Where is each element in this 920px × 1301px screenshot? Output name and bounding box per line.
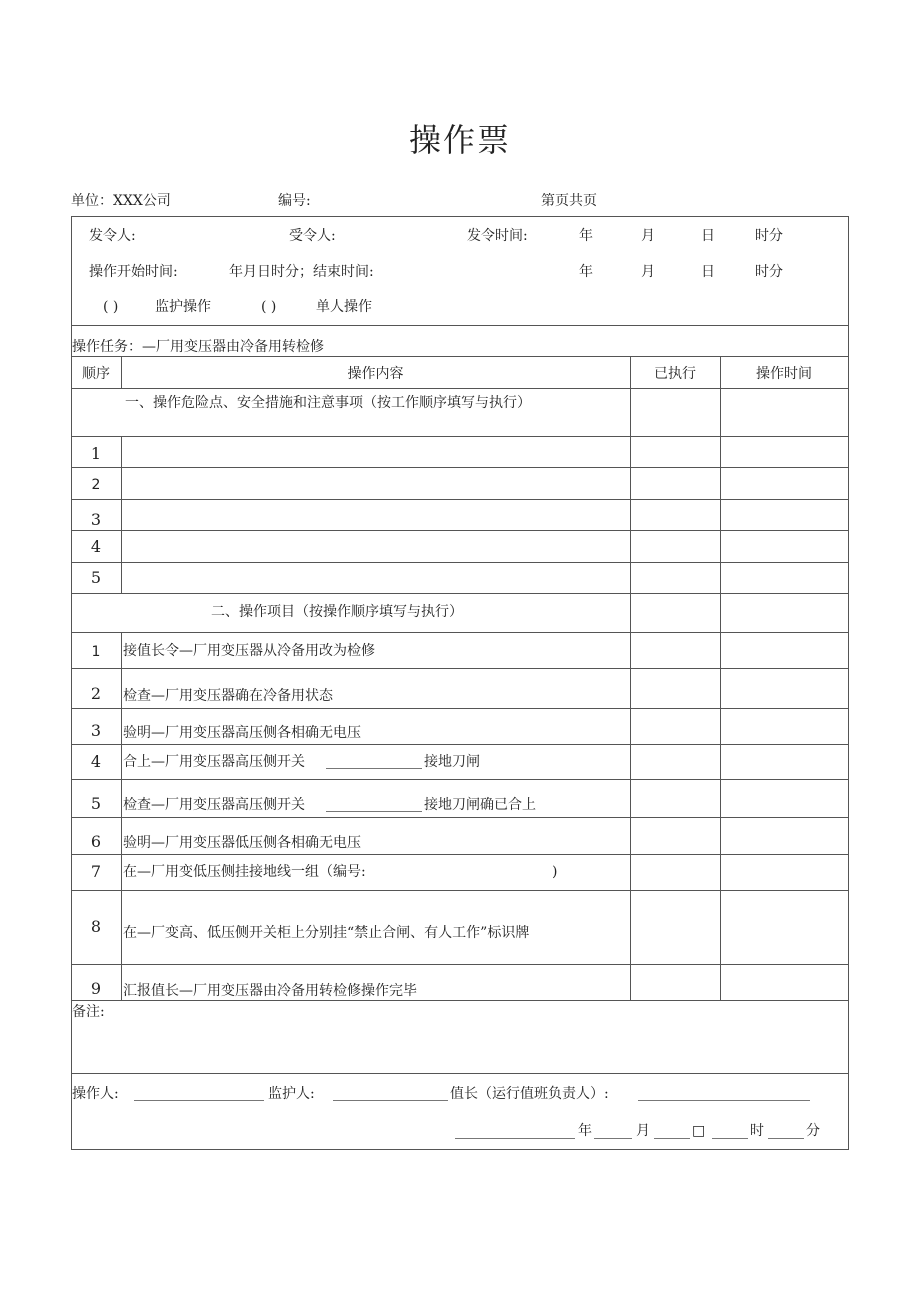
issue-time-label: 发令时间: bbox=[467, 228, 528, 244]
date-year-label: 年 bbox=[578, 1123, 592, 1139]
col-exec-divider bbox=[630, 356, 631, 1000]
rule bbox=[71, 499, 849, 500]
date-minute-label: 分 bbox=[806, 1123, 820, 1139]
issuer-label: 发令人: bbox=[89, 228, 136, 244]
switch-blank-line[interactable] bbox=[326, 811, 422, 812]
column-header-content: 操作内容 bbox=[347, 366, 404, 382]
rule bbox=[71, 325, 849, 326]
day-label: 日 bbox=[701, 228, 715, 244]
switch-blank-line[interactable] bbox=[326, 768, 422, 769]
date-hour-label: 时 bbox=[750, 1123, 764, 1139]
year-label: 年 bbox=[579, 264, 593, 280]
date-blank-line[interactable] bbox=[654, 1138, 690, 1139]
item-text: 验明—厂用变压器高压侧各相确无电压 bbox=[123, 725, 361, 741]
item-suffix: 接地刀闸确已合上 bbox=[424, 797, 536, 813]
column-header-time: 操作时间 bbox=[756, 366, 812, 382]
item-number: 9 bbox=[90, 979, 102, 998]
section1-row-number: 5 bbox=[90, 568, 102, 587]
item-text: 在—厂用变低压侧挂接地线一组（编号: bbox=[123, 864, 366, 880]
rule bbox=[71, 467, 849, 468]
rule bbox=[71, 890, 849, 891]
item-text: 检查—厂用变压器确在冷备用状态 bbox=[123, 688, 333, 704]
date-day-label: □ bbox=[692, 1123, 706, 1139]
rule bbox=[71, 436, 849, 437]
month-label: 月 bbox=[641, 228, 655, 244]
chief-signature-line[interactable] bbox=[638, 1100, 810, 1101]
supervised-checkbox[interactable]: ( ) bbox=[103, 299, 119, 315]
item-number: 2 bbox=[90, 684, 102, 703]
section1-row-number: 4 bbox=[90, 537, 102, 556]
chief-label: 值长（运行值班负责人）: bbox=[450, 1086, 609, 1102]
rule bbox=[71, 530, 849, 531]
rule bbox=[71, 632, 849, 633]
item-text: 合上—厂用变压器高压侧开关 bbox=[123, 754, 305, 770]
single-label: 单人操作 bbox=[316, 299, 372, 315]
rule bbox=[71, 1000, 849, 1001]
col-seq-divider bbox=[121, 632, 122, 1000]
date-blank-line[interactable] bbox=[768, 1138, 804, 1139]
year-label: 年 bbox=[579, 228, 593, 244]
rule bbox=[71, 744, 849, 745]
end-time-label: 年月日时分；结束时间: bbox=[229, 264, 374, 280]
col-time-divider bbox=[720, 356, 721, 1000]
unit-label: 单位：XXX公司 bbox=[71, 193, 171, 209]
document-title: 操作票 bbox=[408, 121, 511, 159]
rule bbox=[71, 817, 849, 818]
supervisor-signature-line[interactable] bbox=[333, 1100, 448, 1101]
item-number: 1 bbox=[91, 644, 101, 660]
number-label: 编号: bbox=[278, 193, 311, 209]
item-number: 4 bbox=[90, 752, 102, 771]
col-seq-divider bbox=[121, 436, 122, 593]
item-number: 8 bbox=[90, 917, 102, 936]
rule bbox=[71, 562, 849, 563]
item-number: 7 bbox=[90, 862, 102, 881]
operator-label: 操作人: bbox=[72, 1086, 119, 1102]
item-text: 检查—厂用变压器高压侧开关 bbox=[123, 797, 305, 813]
operation-task: 操作任务：—厂用变压器由冷备用转检修 bbox=[72, 339, 324, 355]
section2-title: 二、操作项目（按操作顺序填写与执行） bbox=[211, 604, 463, 620]
item-suffix: 接地刀闸 bbox=[424, 754, 480, 770]
date-blank-line[interactable] bbox=[712, 1138, 748, 1139]
rule bbox=[71, 593, 849, 594]
rule bbox=[71, 356, 849, 357]
column-header-executed: 已执行 bbox=[654, 366, 696, 382]
rule bbox=[71, 1073, 849, 1074]
section1-row-number: 1 bbox=[90, 444, 102, 463]
section1-row-number: 2 bbox=[91, 477, 101, 493]
item-number: 3 bbox=[90, 721, 102, 740]
column-header-seq: 顺序 bbox=[82, 366, 110, 382]
operator-signature-line[interactable] bbox=[134, 1100, 264, 1101]
section1-title: 一、操作危险点、安全措施和注意事项（按工作顺序填写与执行） bbox=[125, 395, 531, 411]
item-text: 汇报值长—厂用变压器由冷备用转检修操作完毕 bbox=[123, 983, 417, 999]
section1-row-number: 3 bbox=[90, 510, 102, 529]
rule bbox=[71, 964, 849, 965]
date-blank-line[interactable] bbox=[455, 1138, 575, 1139]
item-text: 验明—厂用变压器低压侧各相确无电压 bbox=[123, 835, 361, 851]
hour-minute-label: 时分 bbox=[755, 264, 783, 280]
rule bbox=[71, 854, 849, 855]
rule bbox=[71, 779, 849, 780]
rule bbox=[71, 668, 849, 669]
item-number: 6 bbox=[90, 832, 102, 851]
rule bbox=[71, 708, 849, 709]
rule bbox=[71, 216, 849, 217]
page-indicator: 第页共页 bbox=[541, 193, 597, 209]
hour-minute-label: 时分 bbox=[755, 228, 783, 244]
date-month-label: 月 bbox=[636, 1123, 650, 1139]
item-text: 接值长令—厂用变压器从冷备用改为检修 bbox=[123, 643, 375, 659]
supervisor-label: 监护人: bbox=[268, 1086, 315, 1102]
single-checkbox[interactable]: ( ) bbox=[261, 299, 277, 315]
start-time-label: 操作开始时间: bbox=[89, 264, 178, 280]
item-text: 在—厂变高、低压侧开关柜上分别挂“禁止合闸、有人工作”标识牌 bbox=[123, 925, 530, 941]
month-label: 月 bbox=[641, 264, 655, 280]
date-blank-line[interactable] bbox=[594, 1138, 632, 1139]
item-number: 5 bbox=[90, 794, 102, 813]
rule bbox=[71, 1149, 849, 1150]
item-suffix: ) bbox=[552, 864, 558, 880]
receiver-label: 受令人: bbox=[289, 228, 336, 244]
rule bbox=[71, 388, 849, 389]
day-label: 日 bbox=[701, 264, 715, 280]
supervised-label: 监护操作 bbox=[155, 299, 211, 315]
remarks-label: 备注: bbox=[72, 1004, 105, 1020]
